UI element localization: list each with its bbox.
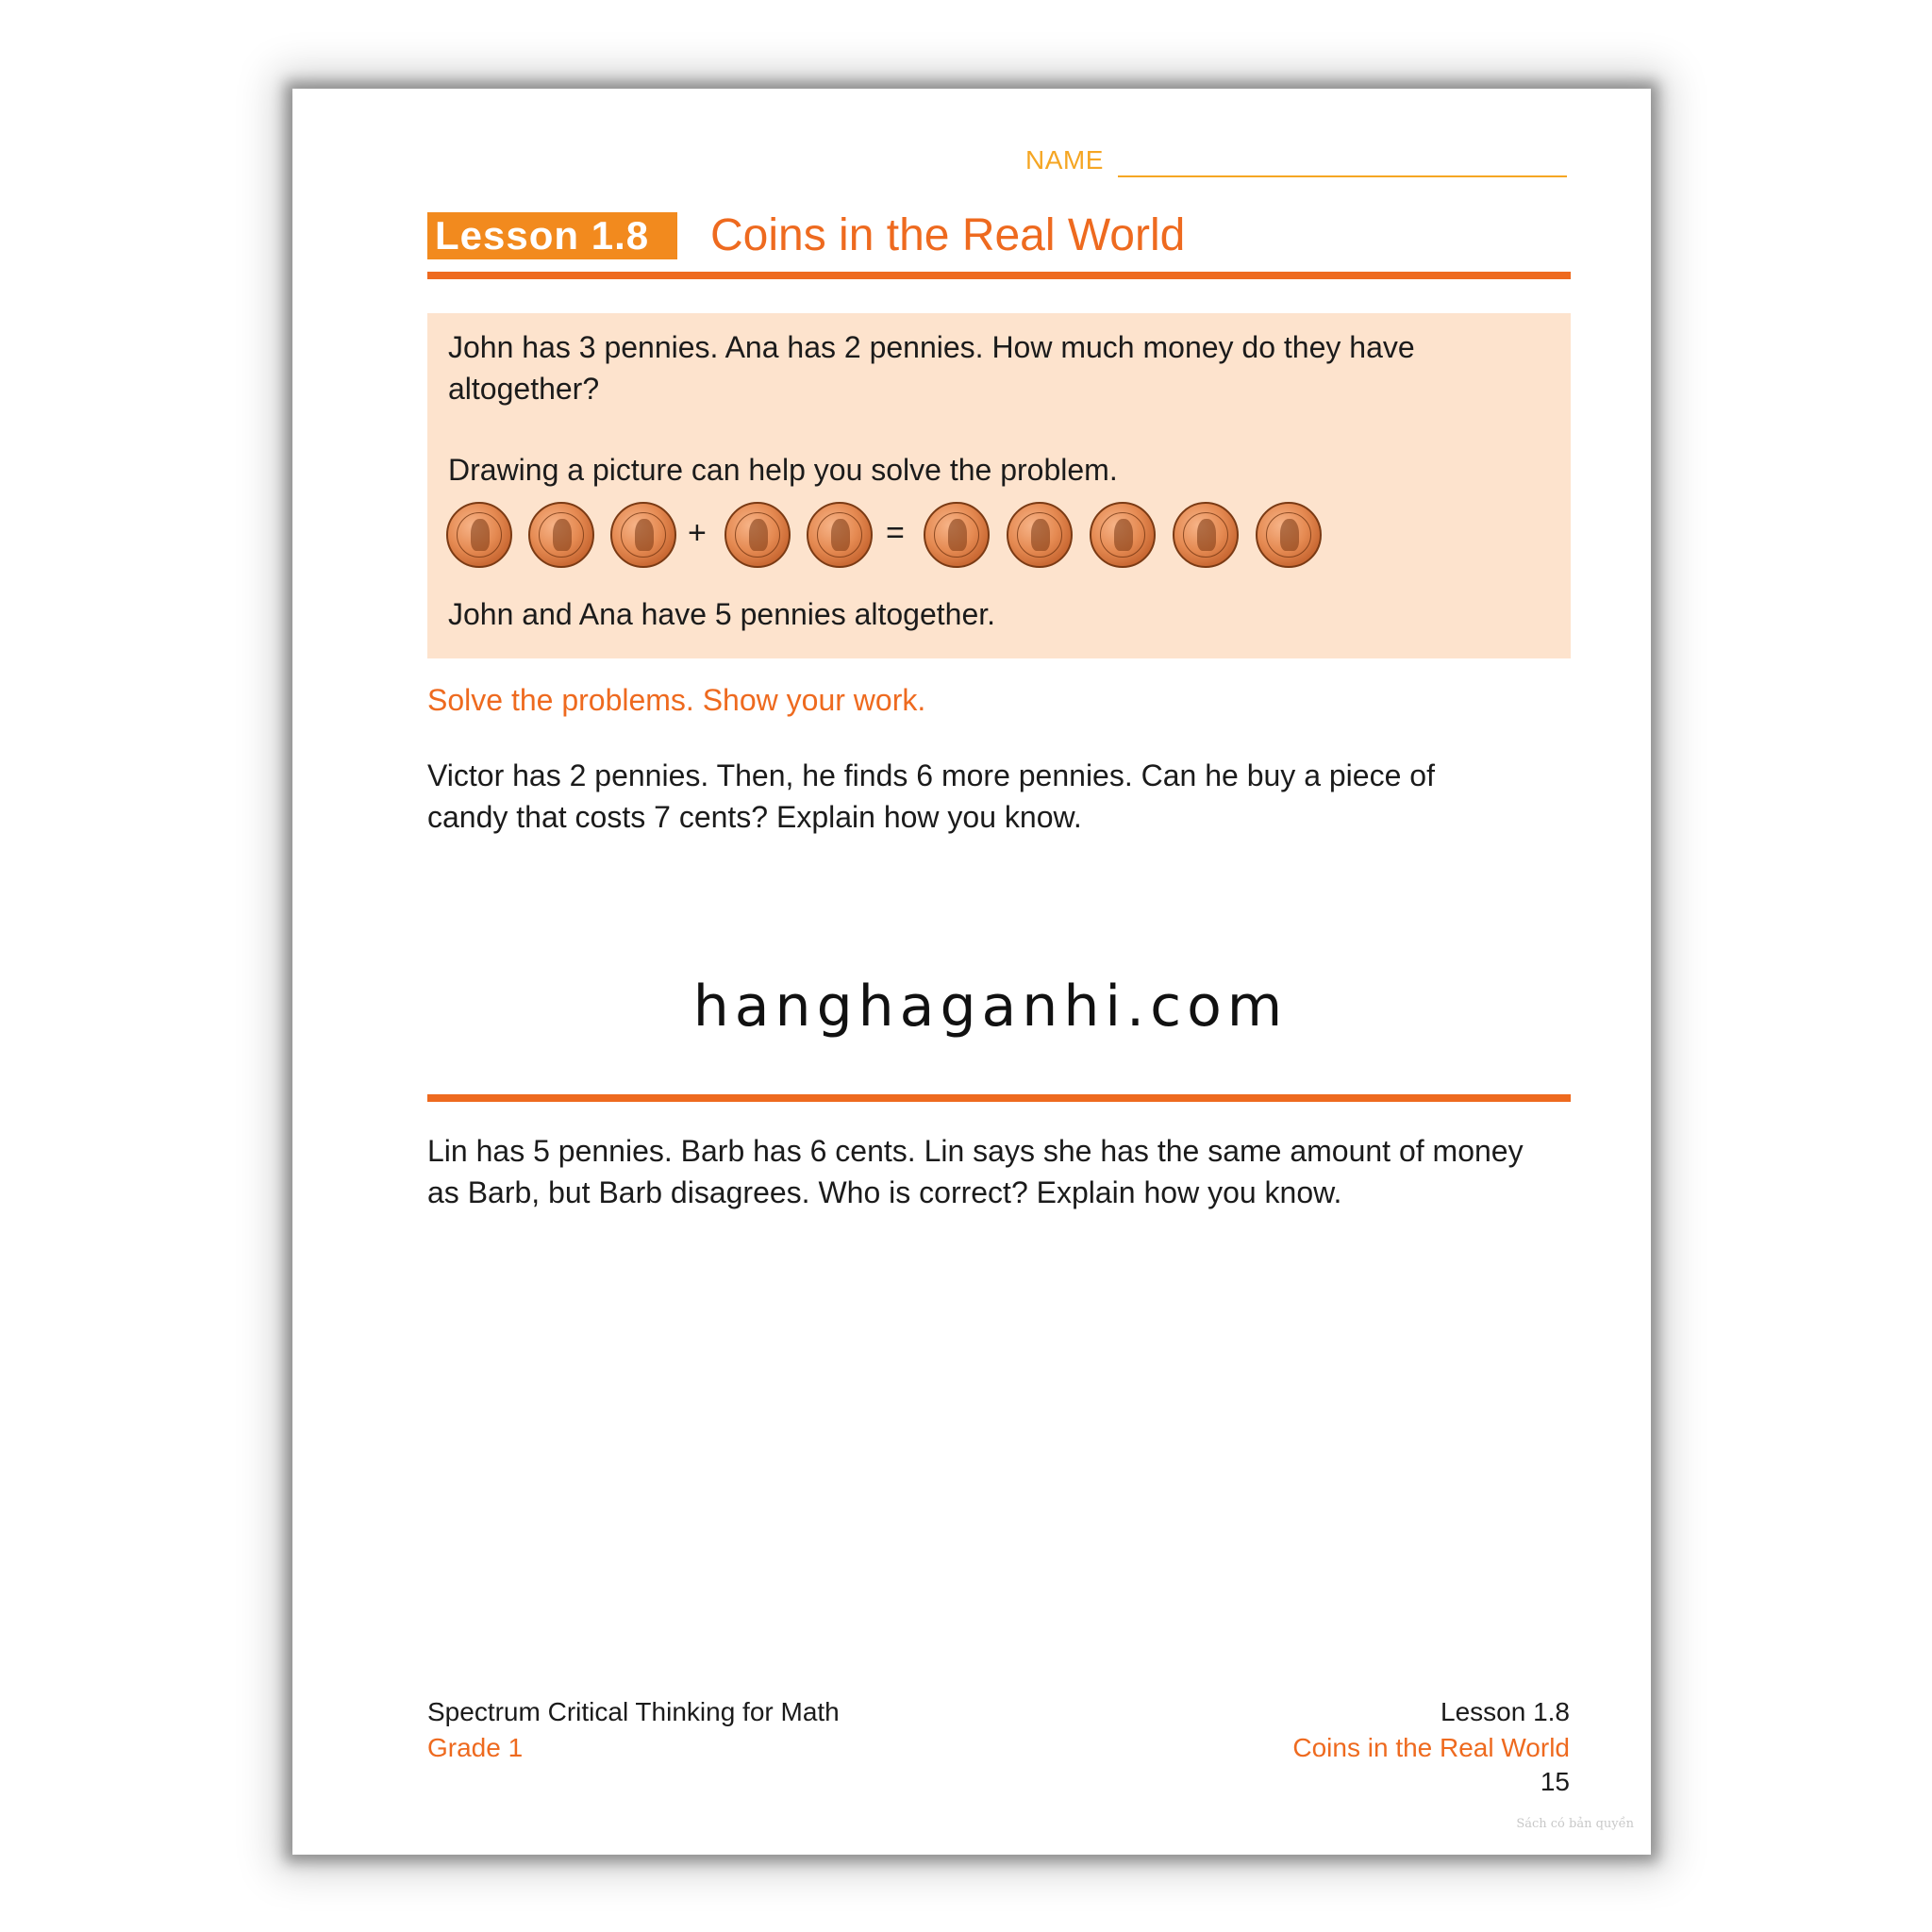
footer-right <box>1292 1694 1570 1766</box>
name-field <box>1025 143 1570 181</box>
example-hint: Drawing a picture can help you solve the problem. <box>448 453 1118 487</box>
plus-sign: + <box>688 515 707 551</box>
example-question-line-2: altogether? <box>448 372 600 406</box>
equals-sign: = <box>886 515 905 551</box>
penny-icon <box>924 502 990 568</box>
penny-icon <box>610 502 676 568</box>
penny-icon <box>1090 502 1156 568</box>
name-write-line <box>1118 175 1567 177</box>
penny-icon <box>807 502 873 568</box>
problem-1-line-2: candy that costs 7 cents? Explain how you know. <box>427 800 1082 834</box>
penny-icon <box>1173 502 1239 568</box>
problem-1 <box>427 755 1541 838</box>
problem-2 <box>427 1130 1541 1213</box>
lesson-badge: Lesson 1.8 <box>427 212 677 259</box>
example-box <box>427 313 1571 658</box>
example-question-line-1: John has 3 pennies. Ana has 2 pennies. How much money do they have <box>448 330 1415 364</box>
page-number: 15 <box>1540 1767 1570 1796</box>
penny-equation <box>446 502 1390 570</box>
instruction: Solve the problems. Show your work. <box>427 683 926 717</box>
problem-2-line-1: Lin has 5 pennies. Barb has 6 cents. Lin says she has the same amount of money <box>427 1134 1524 1168</box>
footer-lesson-title: Coins in the Real World <box>1292 1733 1570 1762</box>
penny-icon <box>724 502 791 568</box>
problem-divider <box>427 1094 1571 1102</box>
example-answer: John and Ana have 5 pennies altogether. <box>448 597 996 631</box>
penny-icon <box>446 502 512 568</box>
watermark: hanghaganhi.com <box>692 974 1289 1040</box>
lesson-title: Coins in the Real World <box>710 210 1186 260</box>
penny-icon <box>1007 502 1073 568</box>
problem-2-line-2: as Barb, but Barb disagrees. Who is correct? Explain how you know. <box>427 1175 1342 1209</box>
header-divider <box>427 272 1571 279</box>
footer-book-title: Spectrum Critical Thinking for Math <box>427 1697 840 1726</box>
footer-left <box>427 1694 840 1766</box>
footer-grade: Grade 1 <box>427 1733 524 1762</box>
penny-icon <box>528 502 594 568</box>
problem-1-line-1: Victor has 2 pennies. Then, he finds 6 more pennies. Can he buy a piece of <box>427 758 1435 792</box>
penny-icon <box>1256 502 1322 568</box>
footer-lesson: Lesson 1.8 <box>1441 1697 1570 1726</box>
name-label: NAME <box>1025 145 1104 175</box>
copyright-note: Sách có bản quyền <box>1516 1817 1634 1831</box>
worksheet-page <box>292 89 1651 1855</box>
